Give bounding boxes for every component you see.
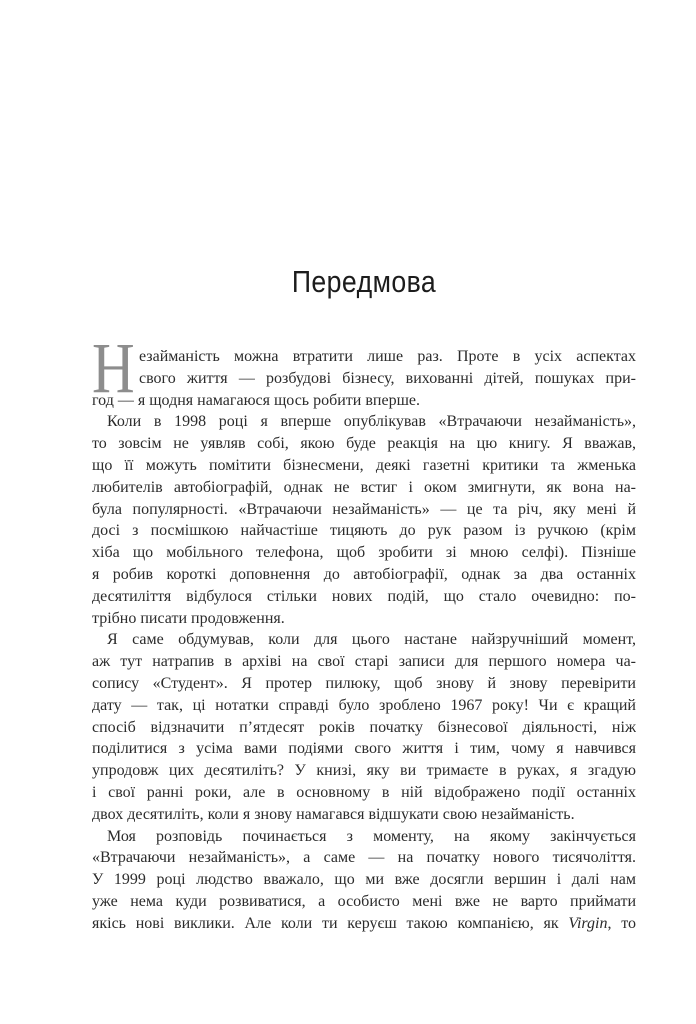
text-segment: якісь нові виклики. Але коли ти керуєш такою компанією, як [92, 914, 569, 932]
text-line: Коли в 1998 році я вперше опублікував «Втрачаючи незайманість», [107, 413, 636, 431]
text-line: хіба що мобільного телефона, щоб зробити зі мною селфі). Пізніше [92, 544, 636, 562]
text-line: я робив короткі доповнення до автобіографії, однак за два останніх [92, 565, 636, 583]
text-line: упродовж цих десятиліть? У книзі, яку ви тримаєте в руках, я згадую [92, 762, 636, 780]
text-line: була популярності. «Втрачаючи незайманість» — це та річ, яку мені й [92, 500, 636, 518]
text-line: то зовсім не уявляв собі, якою буде реакція на цю книгу. Я вважав, [92, 435, 636, 453]
text-line: любителів автобіографій, однак не встиг і оком змигнути, як вона на- [92, 478, 636, 496]
text-line: і свої ранні роки, але в основному в ній відображено події останніх [92, 783, 636, 801]
text-line: Моя розповідь починається з моменту, на якому закінчується [107, 827, 636, 845]
text-line: трібно писати продовження. [92, 609, 285, 627]
italic-text-segment: Virgin [568, 914, 608, 932]
text-line: спосіб відзначити п’ятдесят років початку бізнесової діяльності, ніж [92, 718, 636, 736]
text-segment: , то [607, 914, 636, 932]
text-line: двох десятиліть, коли я знову намагався відшукати свою незайманість. [92, 805, 575, 823]
text-line: досі з посмішкою найчастіше тицяють до рук разом із ручкою (крім [92, 522, 636, 540]
text-line: поділитися з усіма вами подіями свого життя і тим, чому я навчився [92, 740, 636, 758]
paragraph [92, 826, 636, 935]
text-line: аж тут натрапив в архіві на свої старі записи для першого номера ча- [92, 653, 636, 671]
text-line: год — я щодня намагаюся щось робити вперше. [92, 391, 420, 409]
text-line [92, 913, 636, 935]
text-line: У 1999 році людство вважало, що ми вже досягли вершин і далі нам [92, 871, 636, 889]
text-line: сопису «Студент». Я протер пилюку, щоб знову й знову перевірити [92, 674, 636, 692]
text-line: Я саме обдумував, коли для цього настане найзручніший момент, [107, 631, 636, 649]
text-line: дату — так, ці нотатки справді було зроблено 1967 року! Чи є кращий [92, 696, 636, 714]
text-line: уже нема куди розвиватися, а особисто мені вже не варто приймати [92, 892, 636, 910]
text-line: свого життя — розбудові бізнесу, вихованні дітей, пошуках при- [139, 369, 636, 387]
text-line: що її можуть помітити бізнесмени, деякі газетні критики та жменька [92, 456, 636, 474]
text-line: десятиліття відбулося стільки нових подій, що стало очевидно: по- [92, 587, 636, 605]
body-text [92, 328, 636, 935]
text-line: «Втрачаючи незайманість», а саме — на початку нового тисячоліття. [92, 849, 636, 867]
paragraph [92, 328, 636, 411]
drop-cap: Н [92, 328, 135, 408]
paragraph [92, 411, 636, 629]
paragraph [92, 629, 636, 825]
text-line: езайманість можна втратити лише раз. Проте в усіх аспектах [139, 348, 636, 365]
chapter-title: Передмова [291, 264, 437, 299]
